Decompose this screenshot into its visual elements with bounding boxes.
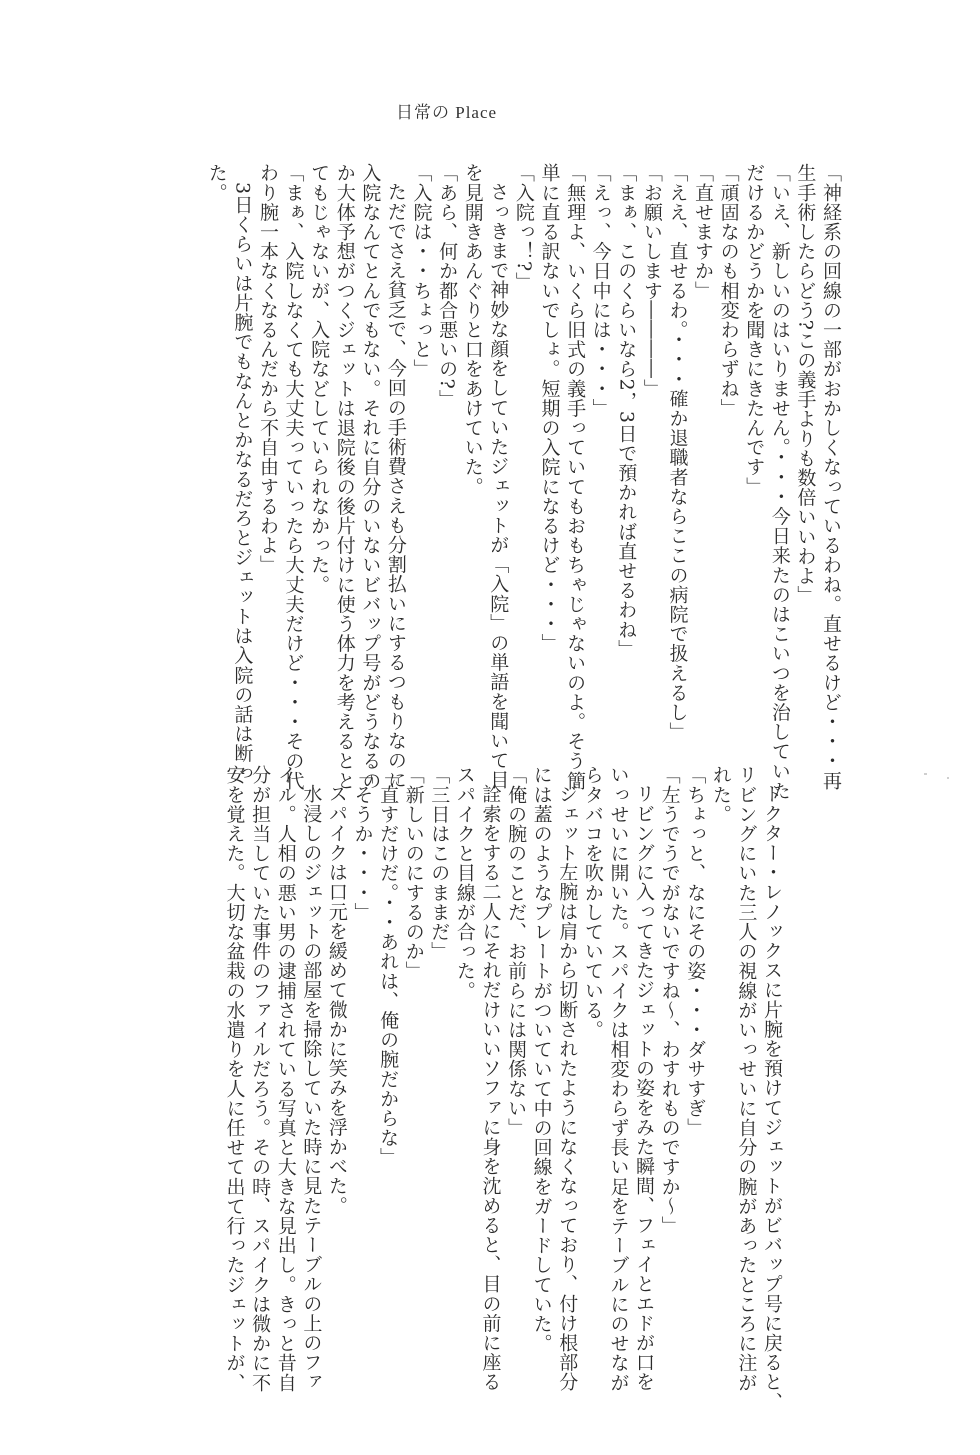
text-line: 生手術したらどう?この義手よりも数倍いいわよ」 — [794, 163, 817, 605]
text-line: さっきまで神妙な顔をしていたジェットが「入院」の単語を聞いて目 — [487, 182, 510, 790]
text-line: 「無理よ、いくら旧式の義手っていてもおもちゃじゃないのよ。そう簡 — [564, 163, 587, 791]
text-line: 「俺の腕のことだ、お前らには関係ない」 — [505, 765, 528, 1138]
scan-artifact — [924, 773, 927, 775]
text-line: だけるかどうかを聞きにきたんです」 — [743, 163, 766, 497]
text-line: 水浸しのジェットの部屋を掃除していた時に見たテーブルの上のファ — [300, 784, 323, 1392]
text-line: 入院なんてとんでもない。それに自分のいないビバップ号がどうなるの — [359, 163, 382, 791]
text-line: 「左うでうでがないですね～、わすれものですか～」 — [658, 765, 681, 1236]
text-line: 「まぁ、このくらいなら2，3日で預かれば直せるわね」 — [615, 163, 638, 659]
text-line: た。 — [205, 163, 228, 203]
lower-text-block — [124, 765, 784, 1412]
text-line: 「入院っ！?」 — [512, 163, 535, 292]
text-line: 「いえ、新しいのはいりません。・・・今日来たのはこいつを治していた — [768, 163, 791, 801]
text-line: 分が担当していた事件のファイルだろう。その時、スパイクは微かに不 — [249, 765, 272, 1393]
text-line: 「お願いします――――」 — [640, 163, 663, 399]
text-line: れた。 — [709, 765, 732, 824]
text-line: 「直せますか」 — [692, 163, 715, 301]
text-line: ドクター・レノックスに片腕を預けてジェットがビバップ号に戻ると、 — [761, 784, 783, 1412]
page-title: 日常の Place — [396, 103, 498, 122]
text-line: スパイクと目線が合った。 — [453, 765, 476, 1001]
text-line: イル。人相の悪い男の逮捕されている写真と大きな見出し。きっと昔自 — [274, 765, 297, 1393]
scan-artifact — [947, 777, 949, 779]
text-line: 単に直る訳ないでしょ。短期の入院になるけど・・・」 — [538, 163, 561, 653]
text-line: わり腕一本なくなるんだから不自由するわよ」 — [256, 163, 279, 575]
text-line: 「まぁ、入院しなくても大丈夫っていったら大丈夫だけど・・・その代 — [282, 163, 305, 791]
text-line: 「頑固なのも相変わらずね」 — [717, 163, 740, 418]
text-line: 「新しいのにするのか」 — [402, 765, 425, 981]
text-line: には蓋のようなプレートがついていて中の回線をガードしていた。 — [530, 765, 553, 1353]
text-line: リビングに入ってきたジェットの姿をみた瞬間、フェイとエドが口を — [633, 784, 656, 1392]
text-line: 「ちょっと、なにその姿・・・ダサすぎ」 — [684, 765, 707, 1138]
text-line: を見開きあんぐりと口をあけていた。 — [461, 163, 484, 497]
text-line: 詮索をする二人にそれだけいいソファに身を沈めると、目の前に座る — [479, 784, 502, 1392]
text-line: 「あら、何か都合悪いの?」 — [436, 163, 459, 409]
text-line: 「そうか・・・」 — [351, 765, 374, 922]
text-line: てもじゃないが、入院などしていられなかった。 — [308, 163, 331, 595]
text-line: ジェット左腕は肩から切断されたようになくなっており、付け根部分 — [556, 784, 579, 1392]
text-line: 「神経系の回線の一部がおかしくなっているわね。直せるけど・・・再 — [820, 163, 842, 791]
text-line: スパイクは口元を緩めて微かに笑みを浮かべた。 — [325, 784, 348, 1216]
text-line: 「ええ、直せるわ。・・・確か退職者ならここの病院で扱えるし」 — [666, 163, 689, 742]
text-line: 「入院は・・ちょっと」 — [410, 163, 433, 379]
text-line: らタバコを吹かしていている。 — [581, 765, 604, 1040]
text-line: リビングにいた三人の視線がいっせいに自分の腕があったところに注が — [735, 765, 758, 1393]
text-line: 「三日はこのままだ」 — [428, 765, 451, 961]
text-line: 3日くらいは片腕でもなんとかなるだろとジェットは入院の話は断っ — [231, 182, 254, 783]
text-line: か大体予想がつくジェットは退院後の後片付けに使う体力を考えるとと — [333, 163, 356, 791]
text-line: 「えっ、今日中には・・・」 — [589, 163, 612, 418]
text-line: いっせいに開いた。スパイクは相変わらず長い足をテーブルにのせなが — [607, 765, 630, 1393]
text-line: 「直すだけだ。・・あれは、俺の腕だからな」 — [377, 765, 400, 1168]
text-line: 安を覚えた。大切な盆栽の水遣りを人に任せて出て行ったジェットが、 — [223, 765, 246, 1393]
text-line: ただでさえ貧乏で、今回の手術費さえも分割払いにするつもりなのに — [384, 182, 407, 790]
